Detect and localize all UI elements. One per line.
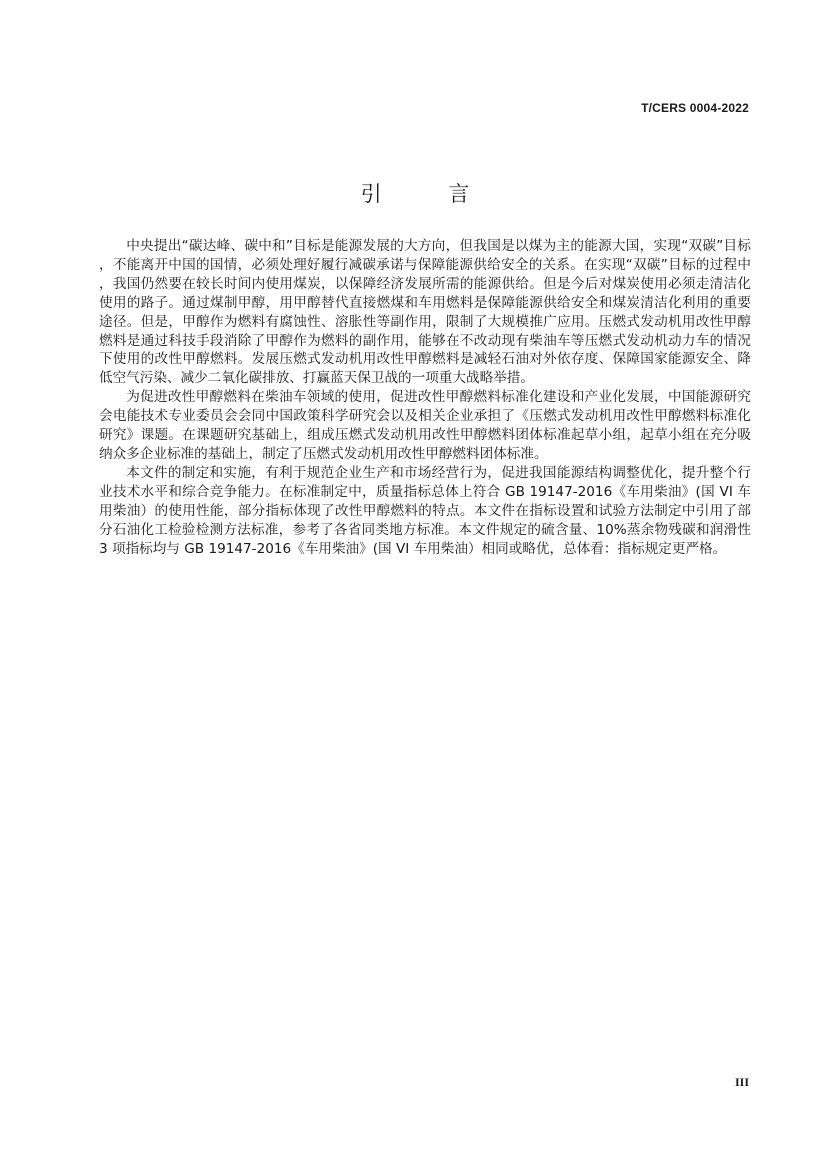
page-number: III <box>734 1075 749 1089</box>
paragraph-drafting: 为促进改性甲醇燃料在柴油车领域的使用，促进改性甲醇燃料标准化建设和产业化发展，中国能源研究会电能技术专业委员会会同中国政策科学研究会以及相关企业承担了《压燃式发动机用改性甲醇燃料标准化研究》课题。在课题研究基础上，组成压燃式发动机用改性甲醇燃料团体标准起草小组，起草小组在充分吸纳众多企业标准的基础上，制定了压燃式发动机用改性甲醇燃料团体标准。 <box>99 389 751 462</box>
document-code: T/CERS 0004-2022 <box>641 101 749 115</box>
paragraph-background: 中央提出“碳达峰、碳中和”目标是能源发展的大方向，但我国是以煤为主的能源大国，实现“双碳”目标，不能离开中国的国情，必须处理好履行减碳承诺与保障能源供给安全的关系。在实现“双碳”目标的过程中，我国仍然要在较长时间内使用煤炭，以保障经济发展所需的能源供给。但是今后对煤炭使用必须走清洁化使用的路子。通过煤制甲醇，用甲醇替代直接燃煤和车用燃料是保障能源供给安全和煤炭清洁化利用的重要途径。但是，甲醇作为燃料有腐蚀性、溶胀性等副作用，限制了大规模推广应用。压燃式发动机用改性甲醇燃料是通过科技手段消除了甲醇作为燃料的副作用，能够在不改动现有柴油车等压燃式发动机动力车的情况下使用的改性甲醇燃料。发展压燃式发动机用改性甲醇燃料是减轻石油对外依存度、保障国家能源安全、降低空气污染、减少二氧化碳排放、打赢蓝天保卫战的一项重大战略举措。 <box>99 238 751 387</box>
body-text <box>99 237 751 558</box>
paragraph-significance: 本文件的制定和实施，有利于规范企业生产和市场经营行为，促进我国能源结构调整优化，提升整个行业技术水平和综合竞争能力。在标准制定中，质量指标总体上符合 GB 19147-2016《车用柴油》(国 VI 车用柴油）的使用性能，部分指标体现了改性甲醇燃料的特点。本文件在指标设置和试验方法制定中引用了部分石油化工检验检测方法标准，参考了各省同类地方标准。本文件规定的硫含量、10%蒸余物残碳和润滑性 3 项指标均与 GB 19147-2016《车用柴油》(国 VI 车用柴油）相同或略优，总体看：指标规定更严格。 <box>99 464 751 557</box>
section-title: 引 言 <box>360 182 500 206</box>
